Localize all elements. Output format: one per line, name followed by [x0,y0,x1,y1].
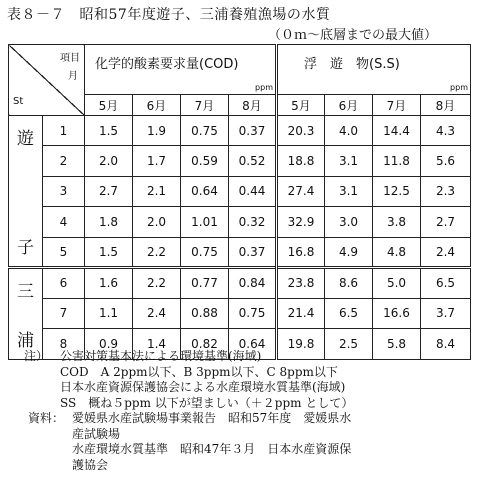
ss-group-label: 浮 遊 物(S.S) [304,57,400,72]
ss-cell: 3.8 [373,207,421,237]
area-cell-yusu [9,116,43,268]
note-key: 注） [24,349,49,363]
notes-block [8,349,474,473]
cod-group-header [85,45,277,95]
source-key: 資料： [28,411,65,425]
source-line: 愛媛県水産試験場事業報告 昭和57年度 愛媛県水 [72,411,352,425]
ss-cell: 2.4 [421,237,471,267]
cod-month-header: 6月 [133,95,181,116]
corner-month-label: 月 [68,71,78,82]
cod-cell: 2.0 [133,207,181,237]
cod-cell: 0.52 [229,146,277,176]
ss-cell: 4.3 [421,116,471,146]
cod-cell: 0.88 [181,298,229,329]
ss-cell: 6.5 [325,298,373,329]
ss-cell: 3.0 [325,207,373,237]
table-row [9,237,471,267]
station-cell: 1 [43,116,85,146]
cod-cell: 2.1 [133,176,181,206]
cod-month-header: 8月 [229,95,277,116]
ss-cell: 3.1 [325,176,373,206]
cod-cell: 1.7 [133,146,181,176]
area-name-top: 遊 [17,129,34,149]
ss-group-header [277,45,471,95]
source-line: 産試験場 [72,426,121,441]
area-cell-miura [9,268,43,360]
station-cell: 4 [43,207,85,237]
ss-cell: 3.1 [325,146,373,176]
source-line: 水産環境水質基準 昭和47年３月 日本水産資源保 [72,442,352,456]
ss-cell: 11.8 [373,146,421,176]
note-line: 日本水産資源保護協会による水産環境水質基準(海域) [60,380,346,394]
table-row [9,146,471,176]
table-row [9,116,471,146]
cod-month-header: 7月 [181,95,229,116]
cod-cell: 0.77 [181,268,229,299]
ss-month-header: 6月 [325,95,373,116]
cod-cell: 0.84 [229,268,277,299]
cod-cell: 0.64 [181,176,229,206]
ss-cell: 18.8 [277,146,325,176]
area-name-bottom: 浦 [17,331,34,351]
table-subtitle: （０ｍ～底層までの最大値） [268,28,438,43]
ss-cell: 2.3 [421,176,471,206]
cod-cell: 2.2 [133,237,181,267]
cod-cell: 2.7 [85,176,133,206]
cod-cell: 1.4 [133,329,181,360]
ss-cell: 23.8 [277,268,325,299]
ss-cell: 8.6 [325,268,373,299]
cod-cell: 2.2 [133,268,181,299]
ss-cell: 5.8 [373,329,421,360]
station-cell: 2 [43,146,85,176]
ss-cell: 4.9 [325,237,373,267]
cod-cell: 0.37 [229,237,277,267]
station-cell: 3 [43,176,85,206]
table-row [9,207,471,237]
cod-cell: 0.37 [229,116,277,146]
ss-month-header: 8月 [421,95,471,116]
ss-cell: 14.4 [373,116,421,146]
note-line: 公害対策基本法による環境基準(海域) [60,349,262,363]
cod-cell: 1.8 [85,207,133,237]
cod-cell: 2.0 [85,146,133,176]
ss-cell: 19.8 [277,329,325,360]
cod-cell: 1.1 [85,298,133,329]
cod-cell: 1.6 [85,268,133,299]
cod-cell: 0.82 [181,329,229,360]
note-line: SS 概ね５ppm 以下が望ましい（＋２ppm として） [60,395,354,410]
cod-group-label: 化学的酸素要求量(COD) [95,57,239,72]
ss-cell: 4.8 [373,237,421,267]
ss-cell: 2.7 [421,207,471,237]
ss-cell: 32.9 [277,207,325,237]
cod-cell: 0.75 [229,298,277,329]
cod-cell: 1.5 [85,237,133,267]
cod-cell: 0.32 [229,207,277,237]
ss-cell: 5.0 [373,268,421,299]
cod-cell: 2.4 [133,298,181,329]
ss-cell: 6.5 [421,268,471,299]
area-name-bottom: 子 [17,238,34,258]
ss-cell: 20.3 [277,116,325,146]
ss-cell: 12.5 [373,176,421,206]
cod-unit: ppm [255,83,273,92]
ss-month-header: 7月 [373,95,421,116]
ss-cell: 2.5 [325,329,373,360]
corner-item-label: 項目 [60,53,80,64]
cod-month-header: 5月 [85,95,133,116]
corner-header [9,45,85,116]
table-row [9,298,471,329]
ss-cell: 21.4 [277,298,325,329]
cod-cell: 0.75 [181,237,229,267]
cod-cell: 1.9 [133,116,181,146]
ss-cell: 8.4 [421,329,471,360]
table-title: 表８－７ 昭和57年度遊子、三浦養殖漁場の水質 [7,7,331,23]
station-cell: 6 [43,268,85,299]
corner-station-label: St [13,96,24,107]
ss-cell: 3.7 [421,298,471,329]
ss-cell: 16.8 [277,237,325,267]
ss-cell: 16.6 [373,298,421,329]
station-cell: 7 [43,298,85,329]
station-cell: 5 [43,237,85,267]
table-row [9,176,471,206]
cod-cell: 1.01 [181,207,229,237]
cod-cell: 0.59 [181,146,229,176]
ss-unit: ppm [450,83,468,92]
area-name-top: 三 [17,282,34,302]
cod-cell: 0.64 [229,329,277,360]
cod-cell: 1.5 [85,116,133,146]
ss-month-header: 5月 [277,95,325,116]
ss-cell: 27.4 [277,176,325,206]
ss-cell: 5.6 [421,146,471,176]
note-line: COD A 2ppm以下、B 3ppm以下、C 8ppm以下 [60,364,338,379]
source-line: 護協会 [72,457,109,472]
cod-cell: 0.44 [229,176,277,206]
water-quality-table [8,44,471,360]
ss-cell: 4.0 [325,116,373,146]
table-row [9,268,471,299]
cod-cell: 0.9 [85,329,133,360]
cod-cell: 0.75 [181,116,229,146]
station-cell: 8 [43,329,85,360]
